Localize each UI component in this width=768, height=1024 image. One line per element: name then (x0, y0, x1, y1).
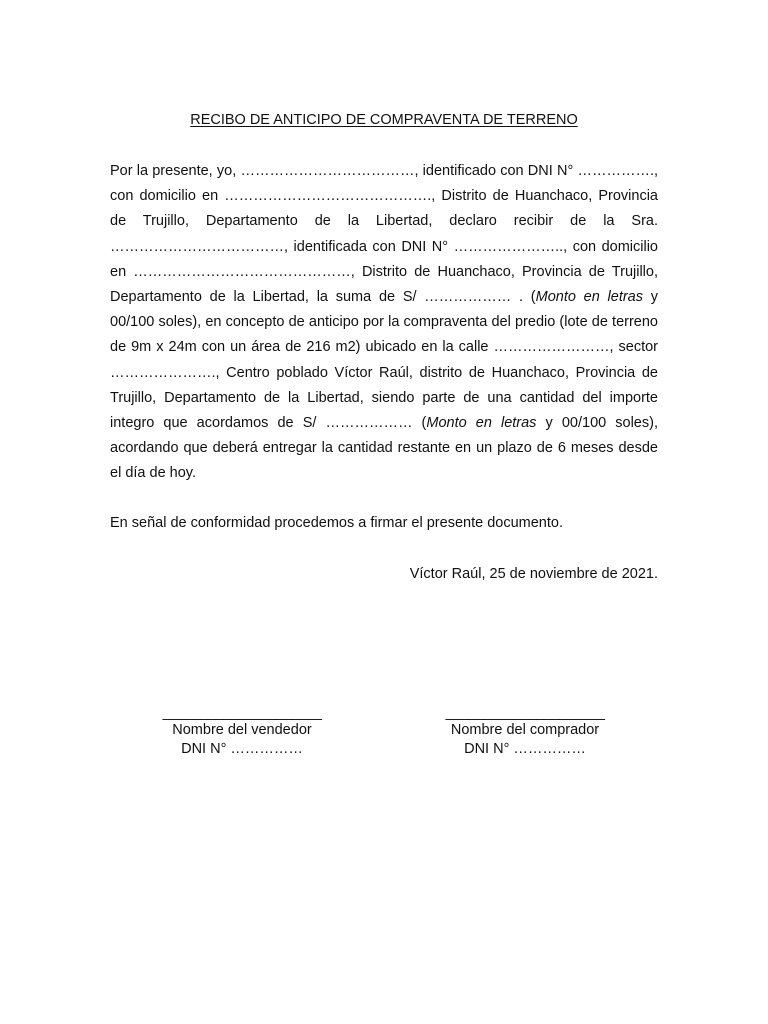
amount-in-words-placeholder-2: Monto en letras (426, 415, 537, 432)
document-title: RECIBO DE ANTICIPO DE COMPRAVENTA DE TERRENO (190, 112, 578, 128)
body-text-part-1: Por la presente, yo, ………………………………, identificado con DNI N° ……………., con domicilio en ……………………………………., Distrito de Huanchaco, Provincia de Trujillo, Departamento de la Libertad, declaro recibir de la Sra. ………………………………, identificada con DNI N° ………………….., con domicilio en ………………………………………, Distrito de Huanchaco, Provincia de Trujillo, Departamento de la Libertad, la suma de S/ ……………… . ( (110, 163, 658, 306)
seller-dni-label: DNI N° …………… (181, 741, 303, 757)
seller-signature-line: _____________________ (162, 705, 322, 721)
seller-signature-block (127, 706, 357, 759)
seller-name-label: Nombre del vendedor (172, 722, 312, 738)
amount-in-words-placeholder-1: Monto en letras (535, 289, 643, 306)
buyer-dni-label: DNI N° …………… (464, 741, 586, 757)
body-text-part-2: y 00/100 soles), en concepto de anticipo por la compraventa del predio (lote de terreno de 9m x 24m con un área de 216 m2) ubicado en la calle ……………………, sector …………………., Centro poblado Víctor Raúl, distrito de Huanchaco, Provincia de Trujillo, Departamento de la Libertad, siendo parte de una cantidad del importe integro que acordamos de S/ ……………… ( (110, 289, 658, 432)
conformity-statement: En señal de conformidad procedemos a firmar el presente documento. (110, 515, 563, 531)
buyer-signature-block (410, 706, 640, 759)
buyer-name-label: Nombre del comprador (450, 722, 600, 738)
place-date-line: Víctor Raúl, 25 de noviembre de 2021. (409, 566, 658, 582)
body-text-part-3: y 00/100 soles), acordando que deberá entregar la cantidad restante en un plazo de 6 meses desde el día de hoy. (110, 415, 658, 482)
buyer-signature-line: _____________________ (445, 705, 605, 721)
receipt-body-paragraph (110, 159, 658, 487)
